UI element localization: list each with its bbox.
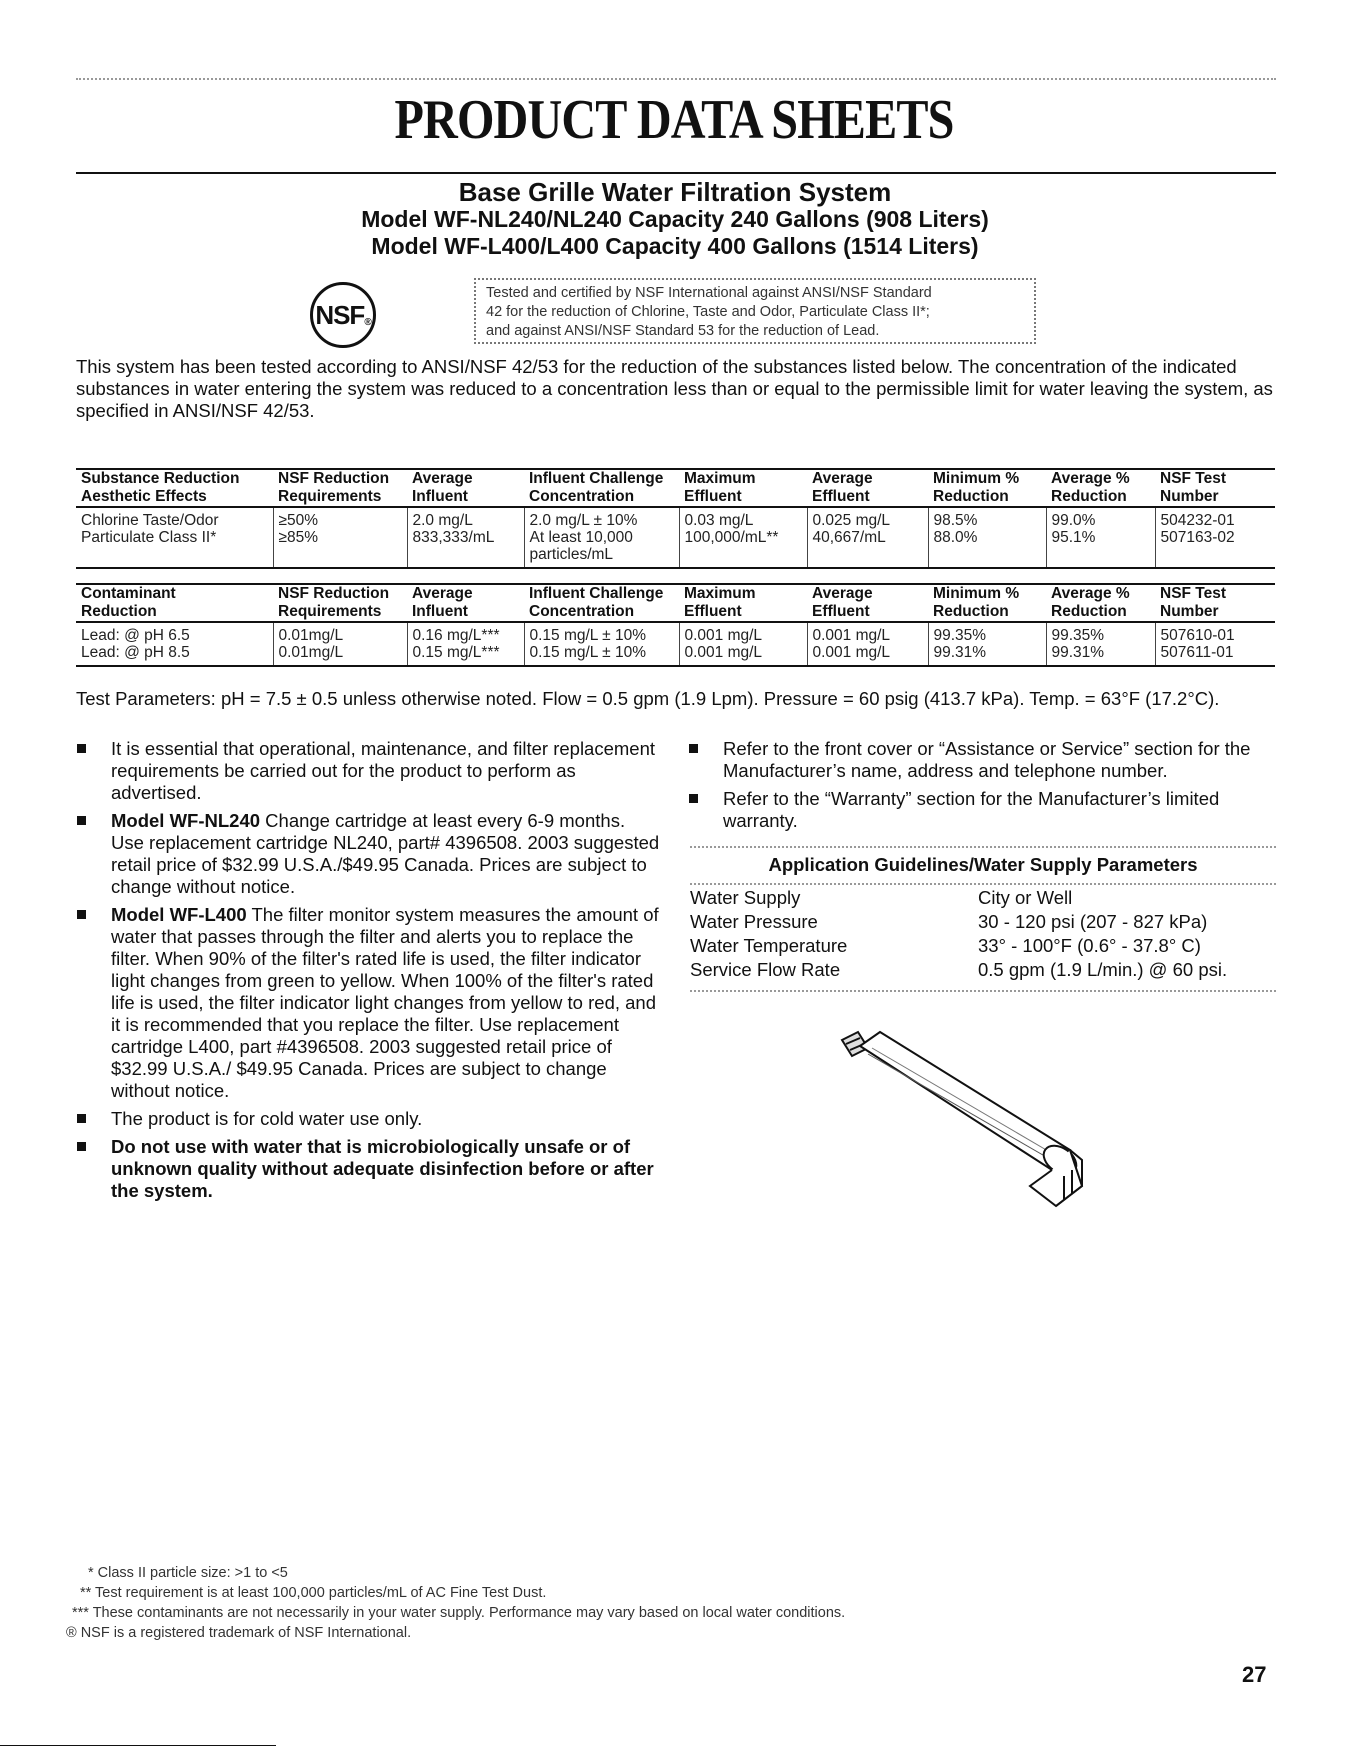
column-header-line: Influent bbox=[412, 488, 468, 505]
contaminant-table-body bbox=[76, 622, 1275, 666]
column-header-line: Effluent bbox=[812, 603, 870, 620]
column-header-line: Contaminant bbox=[81, 585, 176, 602]
parameter-row bbox=[690, 886, 1276, 910]
top-dotted-rule bbox=[76, 78, 1276, 80]
column-header bbox=[524, 469, 679, 507]
table-cell: 100,000/mL** bbox=[679, 529, 807, 546]
table-cell: Lead: @ pH 8.5 bbox=[81, 644, 190, 661]
table-cell: 2.0 mg/L ± 10% bbox=[524, 507, 679, 529]
column-header-line: Concentration bbox=[529, 488, 635, 505]
column-header-line: Aesthetic Effects bbox=[81, 488, 207, 505]
test-parameters: Test Parameters: pH = 7.5 ± 0.5 unless otherwise noted. Flow = 0.5 gpm (1.9 Lpm). Pressure = 60 psig (413.7 kPa). Temp. = 63°F (17.2°C). bbox=[76, 688, 1220, 709]
column-header-line: Maximum bbox=[684, 470, 756, 487]
column-header-line: Maximum bbox=[684, 585, 756, 602]
table-cell: 507163-02 bbox=[1155, 529, 1275, 546]
app-top-rule bbox=[690, 846, 1276, 848]
aesthetic-effects-table bbox=[76, 468, 1275, 569]
square-bullet-icon bbox=[77, 910, 86, 919]
column-header-line: NSF Reduction bbox=[278, 585, 390, 602]
column-header-line: Reduction bbox=[81, 603, 157, 620]
column-header bbox=[807, 469, 928, 507]
table-cell: 99.31% bbox=[1046, 644, 1155, 666]
table-cell: 2.0 mg/L bbox=[407, 507, 524, 529]
table-cell: particles/mL bbox=[524, 546, 679, 568]
column-header-line: Reduction bbox=[933, 603, 1009, 620]
column-header-line: Concentration bbox=[529, 603, 635, 620]
bullet-text: The filter monitor system measures the amount of water that passes through the filter and alerts you to replace the filter. When 90% of the filter's rated life is used, the filter indicator light changes from green to yellow. When 100% of the filter's rated life is used, the filter indicator light changes from yellow to red, and it is recommended that you replace the filter. Use replacement cartridge L400, part #4396508. 2003 suggested retail price of $32.99 U.S.A./ $49.95 Canada. Prices are subject to change without notice. bbox=[111, 904, 659, 1101]
column-header-line: Effluent bbox=[684, 488, 742, 505]
square-bullet-icon bbox=[77, 1142, 86, 1151]
bullet-lead: Do not use with water that is microbiologically unsafe or of unknown quality without adequate disinfection before or after the system. bbox=[111, 1136, 654, 1201]
footnotes bbox=[66, 1563, 845, 1643]
table-cell: ≥85% bbox=[273, 529, 407, 546]
water-supply-parameters bbox=[690, 886, 1276, 982]
parameter-label: Water Temperature bbox=[690, 935, 848, 956]
column-header-line: Average bbox=[412, 585, 473, 602]
column-header bbox=[928, 584, 1046, 622]
table-cell: 0.001 mg/L bbox=[807, 644, 928, 666]
table-row bbox=[76, 546, 1275, 568]
column-header-line: Influent bbox=[412, 603, 468, 620]
footnote: ** Test requirement is at least 100,000 particles/mL of AC Fine Test Dust. bbox=[80, 1585, 547, 1601]
table-cell bbox=[407, 546, 524, 568]
square-bullet-icon bbox=[77, 816, 86, 825]
table-cell bbox=[807, 546, 928, 568]
parameter-value: 0.5 gpm (1.9 L/min.) @ 60 psi. bbox=[978, 959, 1228, 980]
column-header-line: Requirements bbox=[278, 603, 382, 620]
column-header-line: Minimum % bbox=[933, 585, 1020, 602]
column-header-line: NSF Reduction bbox=[278, 470, 390, 487]
model-line-nl240: Model WF-NL240/NL240 Capacity 240 Gallons (908 Liters) bbox=[361, 206, 989, 232]
column-header bbox=[1046, 584, 1155, 622]
model-line-l400: Model WF-L400/L400 Capacity 400 Gallons (1514 Liters) bbox=[371, 233, 979, 259]
column-header-line: Reduction bbox=[1051, 488, 1127, 505]
table-cell: 507610-01 bbox=[1155, 622, 1275, 644]
bullet-text: Change cartridge at least every 6-9 months. Use replacement cartridge NL240, part# 4396508. 2003 suggested retail price of $32.99 U.S.A./$49.95 Canada. Prices are subject to change without notice. bbox=[111, 810, 660, 897]
column-header-line: Average bbox=[812, 470, 873, 487]
column-header-line: Reduction bbox=[1051, 603, 1127, 620]
bullet-item bbox=[76, 904, 661, 1102]
column-header bbox=[407, 469, 524, 507]
footnote: *** These contaminants are not necessarily in your water supply. Performance may vary based on local water conditions. bbox=[72, 1605, 846, 1621]
column-header bbox=[928, 469, 1046, 507]
app-title-rule bbox=[690, 883, 1276, 885]
square-bullet-icon bbox=[689, 744, 698, 753]
table-cell bbox=[928, 546, 1046, 568]
application-guidelines-title: Application Guidelines/Water Supply Parameters bbox=[768, 854, 1198, 875]
column-header bbox=[679, 469, 807, 507]
column-header bbox=[807, 584, 928, 622]
table-cell: 507611-01 bbox=[1155, 644, 1275, 666]
footnote: ® NSF is a registered trademark of NSF International. bbox=[66, 1625, 412, 1641]
bullet-item bbox=[76, 738, 661, 804]
contaminant-table-header bbox=[76, 584, 1275, 622]
bullet-item bbox=[688, 738, 1278, 782]
intro-paragraph: This system has been tested according to ANSI/NSF 42/53 for the reduction of the substances listed below. The concentration of the indicated substances in water entering the system was reduced to a concentration less than or equal to the permissible limit for water leaving the system, as specified in ANSI/NSF 42/53. bbox=[76, 356, 1273, 421]
column-header bbox=[76, 469, 273, 507]
table-cell: 0.15 mg/L ± 10% bbox=[524, 644, 679, 666]
table-cell: 0.001 mg/L bbox=[679, 644, 807, 666]
bullet-lead: Model WF-NL240 bbox=[111, 810, 261, 831]
square-bullet-icon bbox=[77, 744, 86, 753]
table-cell: 99.0% bbox=[1046, 507, 1155, 529]
table-row bbox=[76, 622, 1275, 644]
column-header-line: Substance Reduction bbox=[81, 470, 240, 487]
table-cell: At least 10,000 bbox=[524, 529, 679, 546]
column-header-line: Average bbox=[412, 470, 473, 487]
column-header-line: Number bbox=[1160, 603, 1219, 620]
cert-line: Tested and certified by NSF International against ANSI/NSF Standard bbox=[486, 285, 932, 301]
column-header-line: Reduction bbox=[933, 488, 1009, 505]
contaminant-table bbox=[76, 583, 1275, 667]
column-header-line: Number bbox=[1160, 488, 1219, 505]
cert-line: 42 for the reduction of Chlorine, Taste and Odor, Particulate Class II*; bbox=[486, 304, 930, 320]
column-header-line: Influent Challenge bbox=[529, 585, 664, 602]
bullet-text: Refer to the “Warranty” section for the Manufacturer’s limited warranty. bbox=[723, 788, 1220, 831]
column-header bbox=[1155, 584, 1275, 622]
product-subtitle: Base Grille Water Filtration System bbox=[458, 177, 892, 207]
certification-box bbox=[474, 278, 1036, 344]
column-header-line: NSF Test bbox=[1160, 470, 1227, 487]
table-row bbox=[76, 644, 1275, 666]
left-bullet-list bbox=[76, 738, 661, 1208]
column-header-line: NSF Test bbox=[1160, 585, 1227, 602]
parameter-row bbox=[690, 934, 1276, 958]
square-bullet-icon bbox=[689, 794, 698, 803]
table-cell: Particulate Class II* bbox=[81, 529, 217, 546]
table-cell: 99.35% bbox=[1046, 622, 1155, 644]
table-cell: Chlorine Taste/Odor bbox=[81, 512, 219, 529]
table-cell: 0.15 mg/L ± 10% bbox=[524, 622, 679, 644]
table-cell bbox=[273, 546, 407, 568]
column-header-line: Average bbox=[812, 585, 873, 602]
nsf-logo bbox=[310, 282, 376, 348]
table-cell: 40,667/mL bbox=[807, 529, 928, 546]
table-cell: 0.01mg/L bbox=[273, 644, 407, 666]
table-cell: 95.1% bbox=[1046, 529, 1155, 546]
table-cell: 0.03 mg/L bbox=[679, 507, 807, 529]
table-cell: 0.001 mg/L bbox=[807, 622, 928, 644]
bullet-item bbox=[76, 1108, 661, 1130]
cert-line: and against ANSI/NSF Standard 53 for the reduction of Lead. bbox=[486, 323, 880, 339]
parameter-value: 30 - 120 psi (207 - 827 kPa) bbox=[978, 911, 1208, 932]
table-cell: 88.0% bbox=[928, 529, 1046, 546]
column-header-line: Average % bbox=[1051, 470, 1130, 487]
right-bullet-list bbox=[688, 738, 1278, 838]
column-header-line: Average % bbox=[1051, 585, 1130, 602]
column-header-line: Effluent bbox=[812, 488, 870, 505]
column-header bbox=[679, 584, 807, 622]
bullet-item bbox=[688, 788, 1278, 832]
table-cell: 0.01mg/L bbox=[273, 622, 407, 644]
table-cell: 833,333/mL bbox=[407, 529, 524, 546]
parameter-value: 33° - 100°F (0.6° - 37.8° C) bbox=[978, 935, 1201, 956]
parameter-value: City or Well bbox=[978, 887, 1073, 908]
table-cell: Lead: @ pH 6.5 bbox=[81, 627, 190, 644]
column-header bbox=[1046, 469, 1155, 507]
parameter-row bbox=[690, 910, 1276, 934]
page-title: PRODUCT DATA SHEETS bbox=[394, 89, 954, 151]
parameter-label: Water Supply bbox=[690, 887, 801, 908]
column-header bbox=[1155, 469, 1275, 507]
nsf-logo-text: NSF bbox=[315, 299, 365, 330]
table-cell: 98.5% bbox=[928, 507, 1046, 529]
filter-cartridge-illustration bbox=[820, 1010, 1120, 1210]
bottom-left-rule bbox=[0, 1745, 276, 1746]
footnote: * Class II particle size: >1 to <5 bbox=[88, 1565, 288, 1581]
nsf-logo-mark: ® bbox=[364, 316, 371, 328]
parameter-label: Water Pressure bbox=[690, 911, 818, 932]
column-header-line: Influent Challenge bbox=[529, 470, 664, 487]
parameter-label: Service Flow Rate bbox=[690, 959, 841, 980]
aesthetic-table-body bbox=[76, 507, 1275, 568]
column-header bbox=[273, 584, 407, 622]
title-underline bbox=[76, 172, 1276, 174]
table-cell bbox=[1046, 546, 1155, 568]
table-cell: 0.001 mg/L bbox=[679, 622, 807, 644]
table-cell: 0.16 mg/L*** bbox=[407, 622, 524, 644]
aesthetic-table-header bbox=[76, 469, 1275, 507]
table-cell: 99.31% bbox=[928, 644, 1046, 666]
table-row bbox=[76, 529, 1275, 546]
bullet-text: It is essential that operational, maintenance, and filter replacement requirements be carried out for the product to perform as advertised. bbox=[111, 738, 656, 803]
table-cell bbox=[679, 546, 807, 568]
column-header-line: Effluent bbox=[684, 603, 742, 620]
column-header bbox=[407, 584, 524, 622]
table-cell bbox=[1155, 546, 1275, 568]
column-header bbox=[273, 469, 407, 507]
table-cell bbox=[76, 546, 273, 568]
column-header bbox=[76, 584, 273, 622]
table-cell: ≥50% bbox=[273, 507, 407, 529]
table-cell: 99.35% bbox=[928, 622, 1046, 644]
table-cell: 0.15 mg/L*** bbox=[407, 644, 524, 666]
table-cell: 0.025 mg/L bbox=[807, 507, 928, 529]
bullet-item bbox=[76, 1136, 661, 1202]
square-bullet-icon bbox=[77, 1114, 86, 1123]
column-header bbox=[524, 584, 679, 622]
app-bottom-rule bbox=[690, 990, 1276, 992]
page-number: 27 bbox=[1242, 1662, 1267, 1687]
bullet-lead: Model WF-L400 bbox=[111, 904, 247, 925]
column-header-line: Requirements bbox=[278, 488, 382, 505]
bullet-text: Refer to the front cover or “Assistance or Service” section for the Manufacturer’s name, address and telephone number. bbox=[723, 738, 1251, 781]
bullet-item bbox=[76, 810, 661, 898]
parameter-row bbox=[690, 958, 1276, 982]
table-row bbox=[76, 507, 1275, 529]
column-header-line: Minimum % bbox=[933, 470, 1020, 487]
bullet-text: The product is for cold water use only. bbox=[111, 1108, 423, 1129]
table-cell: 504232-01 bbox=[1155, 507, 1275, 529]
